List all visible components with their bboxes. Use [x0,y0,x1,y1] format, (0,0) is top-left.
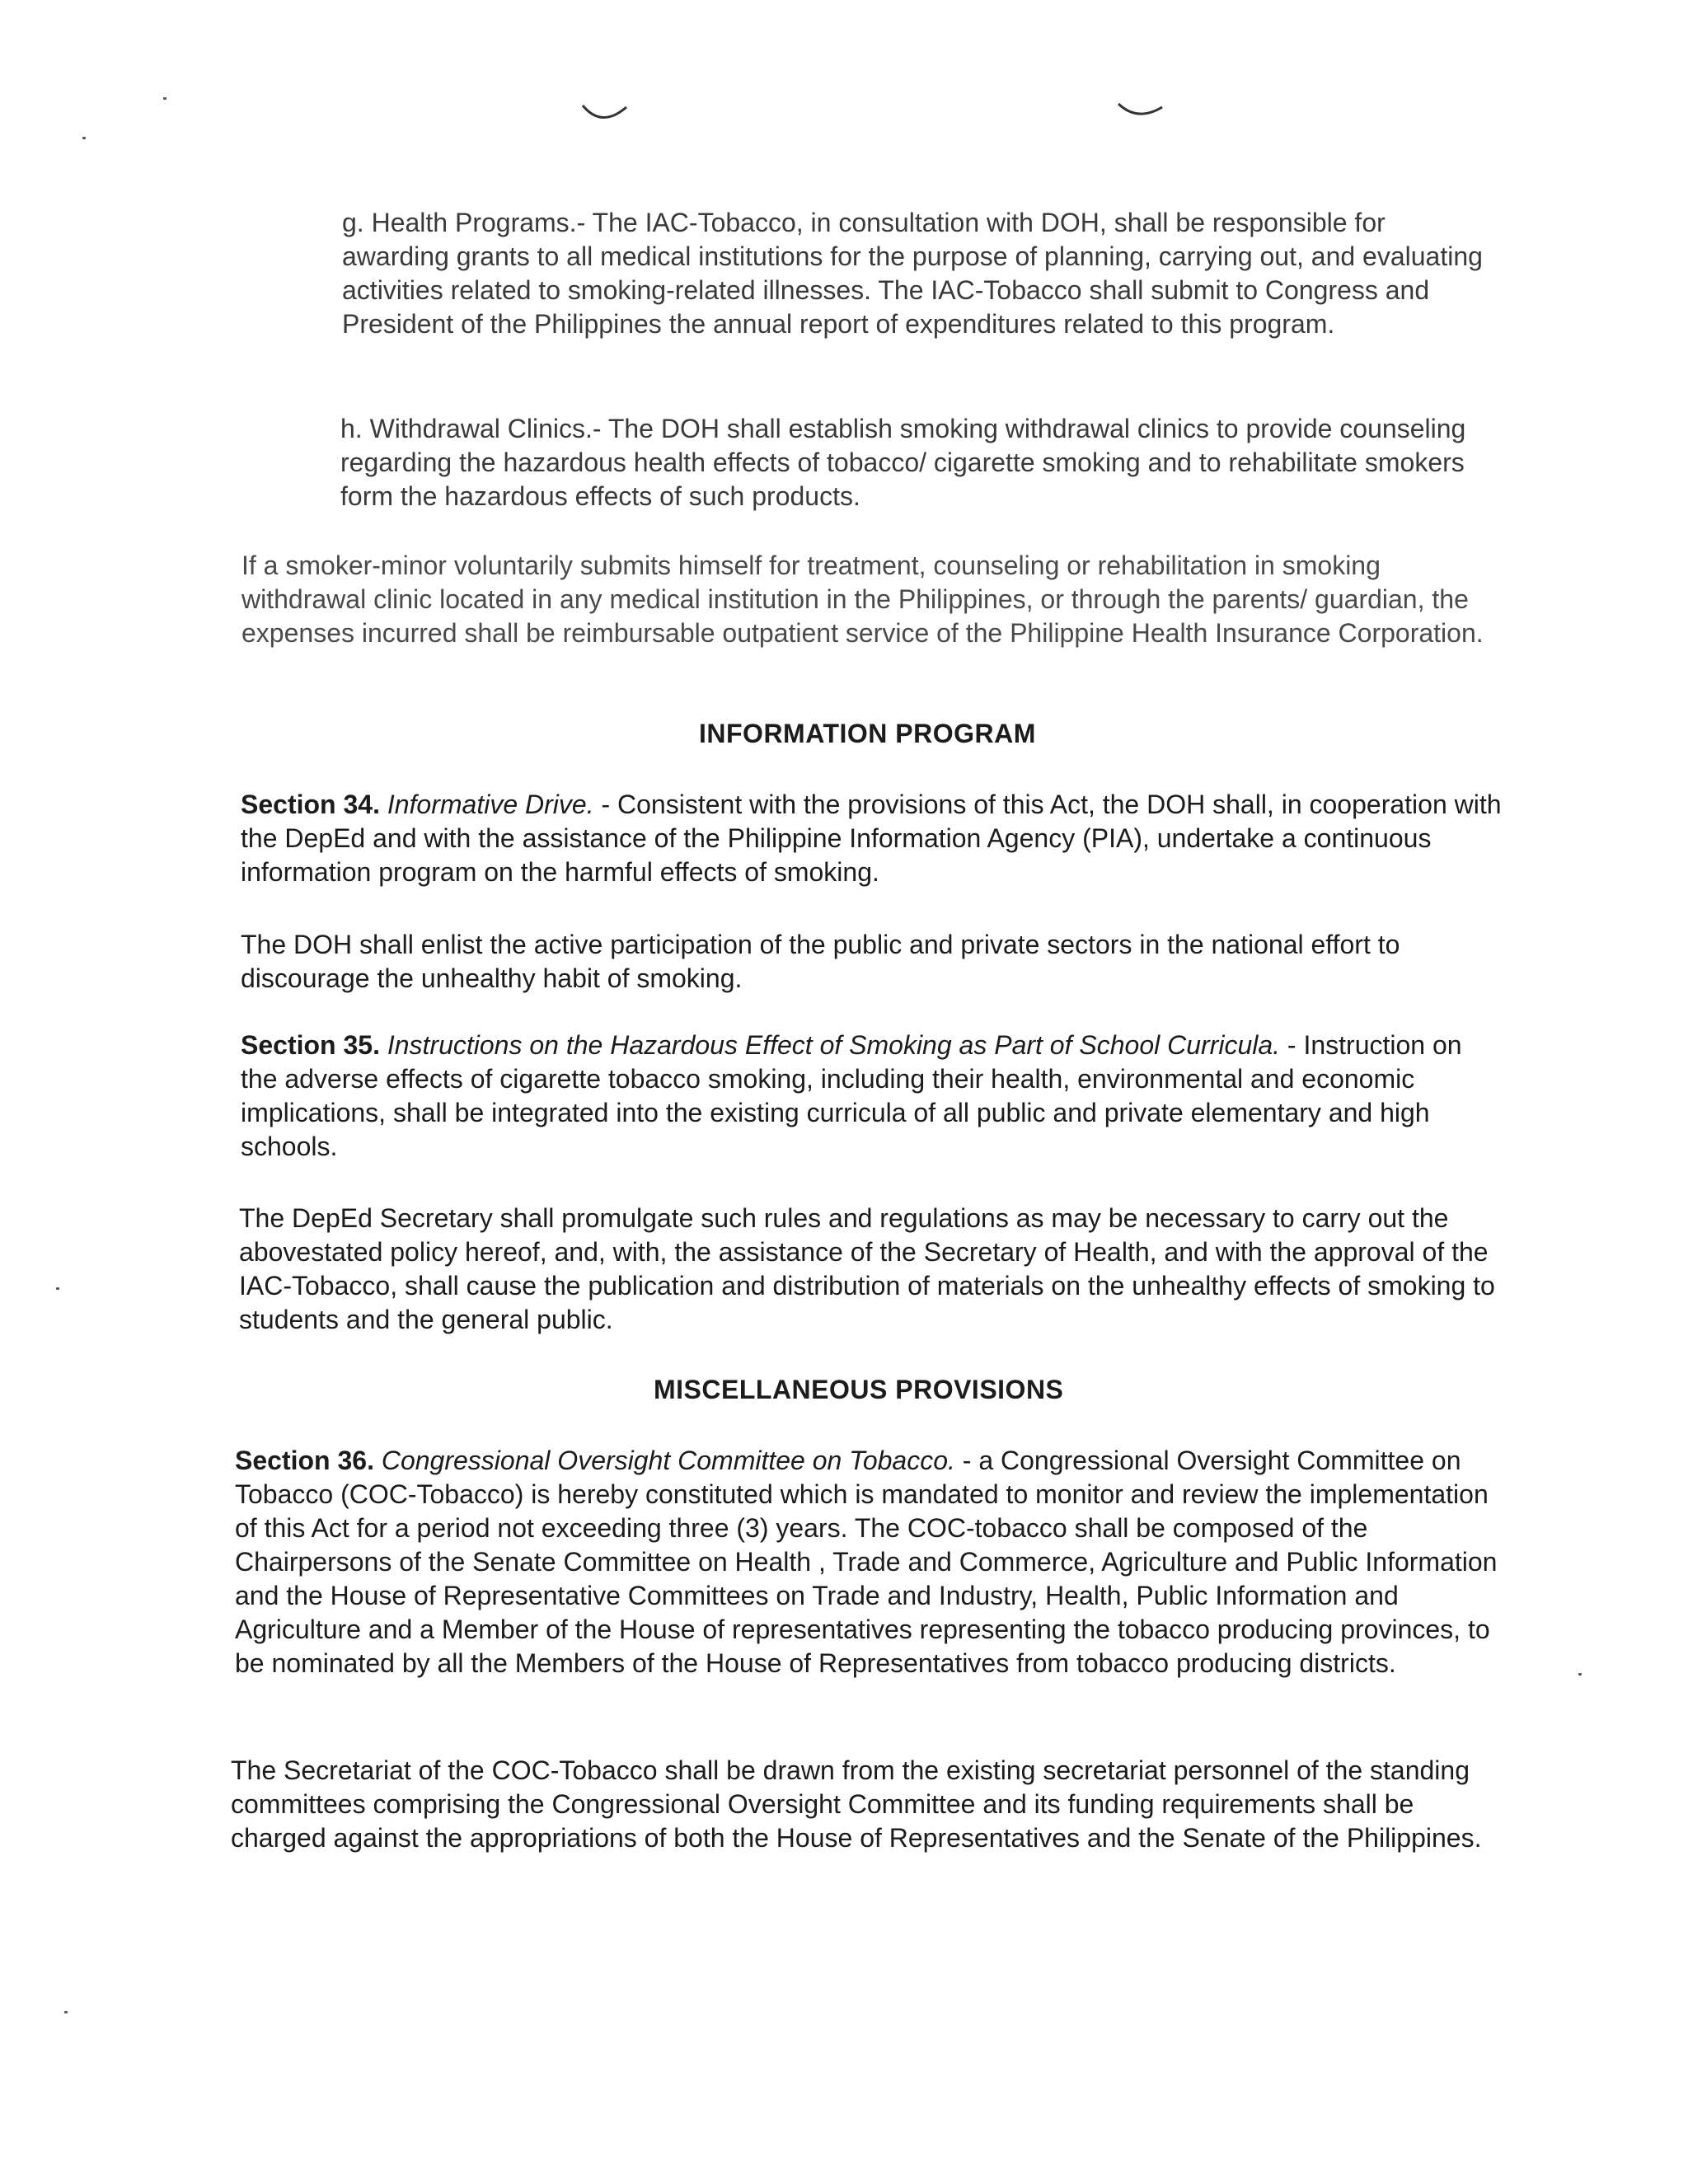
minor-paragraph: If a smoker-minor voluntarily submits himself for treatment, counseling or rehabilitation in smoking withdrawal clinic located in any medical institution in the Philippines, or through the parents/ guardian, the expenses incurred shall be reimbursable outpatient service of the Philippine Health Insurance Corporation. [241,551,1484,648]
section-34-paragraph-2: The DOH shall enlist the active participation of the public and private sectors in the national effort to discourage the unhealthy habit of smoking. [241,930,1400,993]
section-36-text: - a Congressional Oversight Committee on Tobacco (COC-Tobacco) is hereby constituted which is mandated to monitor and review the implementation of this Act for a period not exceeding three (3) years. The COC-tobacco shall be composed of the Chairpersons of the Senate Committee on Health , Trade and Commerce, Agriculture and Public Information and the House of Representative Committees on Trade and Industry, Health, Public Information and Agriculture and a Member of the House of representatives representing the tobacco producing provinces, to be nominated by all the Members of the House of Representatives from tobacco producing districts. [235,1446,1498,1678]
section-35-title: Instructions on the Hazardous Effect of Smoking as Part of School Curricula. [387,1030,1281,1060]
section-35-paragraph [241,1029,1502,1164]
section-35-text: - Instruction on the adverse effects of cigarette tobacco smoking, including their health, environmental and economic implications, shall be integrated into the existing curricula of all public and private elementary and high schools. [241,1030,1462,1161]
section-35-paragraph-2: The DepEd Secretary shall promulgate such rules and regulations as may be necessary to carry out the abovestated policy hereof, and, with, the assistance of the Secretary of Health, and with the approval of the IAC-Tobacco, shall cause the publication and distribution of materials on the unhealthy effects of smoking to students and the general public. [239,1203,1495,1334]
scan-speck [163,97,166,100]
section-34-title: Informative Drive. [387,790,594,819]
heading-information-program: INFORMATION PROGRAM [699,719,1036,748]
section-35-number: Section 35. [241,1030,380,1060]
scan-speck [1578,1673,1582,1675]
scan-speck [56,1287,59,1290]
scan-speck [82,137,86,139]
section-34-text: - Consistent with the provisions of this Act, the DOH shall, in cooperation with the DepEd and with the assistance of the Philippine Information Agency (PIA), undertake a continuous information program on the harmful effects of smoking. [241,790,1502,887]
section-34-paragraph [241,788,1502,889]
section-36-title: Congressional Oversight Committee on Tobacco. [381,1446,955,1475]
section-36-paragraph [235,1444,1504,1680]
scan-mark-right [1117,96,1166,129]
item-h-paragraph [340,412,1494,513]
item-g-text: - The IAC-Tobacco, in consultation with DOH, shall be responsible for awarding grants to all medical institutions for the purpose of planning, carrying out, and evaluating activities related to smoking-related illnesses. The IAC-Tobacco shall submit to Congress and President of the Philippines the annual report of expenditures related to this program. [342,208,1483,339]
section-36-number: Section 36. [235,1446,374,1475]
section-34-number: Section 34. [241,790,380,819]
item-g-paragraph [342,206,1496,341]
item-g-label: g. Health Programs. [342,208,577,237]
item-h-text: - The DOH shall establish smoking withdrawal clinics to provide counseling regarding the hazardous health effects of tobacco/ cigarette smoking and to rehabilitate smokers form the hazardous effects of such products. [340,414,1466,511]
scan-speck [64,2011,68,2013]
heading-miscellaneous-provisions: MISCELLANEOUS PROVISIONS [654,1375,1064,1404]
section-36-paragraph-2: The Secretariat of the COC-Tobacco shall be drawn from the existing secretariat personnel of the standing committees comprising the Congressional Oversight Committee and its funding requirements shall be charged against the appropriations of both the House of Representatives and the Senate of the Philippines. [231,1755,1482,1853]
item-h-label: h. Withdrawal Clinics. [340,414,593,443]
scan-mark-left [581,97,631,130]
